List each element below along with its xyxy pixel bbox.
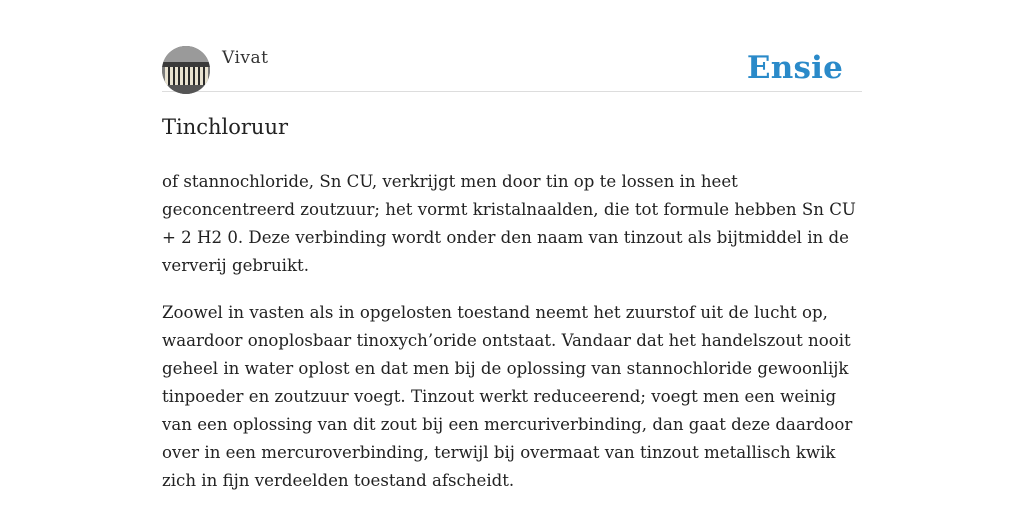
page-header — [162, 46, 862, 92]
article-body — [162, 168, 868, 512]
article-paragraph: of stannochloride, Sn CU, verkrijgt men door tin op te lossen in heet geconcentreerd zoutzuur; het vormt kristalnaalden, die tot formule hebben Sn CU + 2 H2 0. Deze verbinding wordt onder den naam van tinzout als bijtmiddel in de ververij gebruikt. — [162, 172, 856, 275]
author-avatar[interactable] — [162, 46, 210, 94]
article-title: Tinchloruur — [162, 115, 289, 139]
author-name[interactable]: Vivat — [222, 48, 269, 68]
brand-logo[interactable]: Ensie — [746, 50, 843, 86]
article-paragraph: Zoowel in vasten als in opgelosten toestand neemt het zuurstof uit de lucht op, waardoor onoplosbaar tinoxych’oride ontstaat. Vandaar dat het handelszout nooit geheel in water oplost en dat men bij de oplossing van stannochloride gewoonlijk tinpoeder en zoutzuur voegt. Tinzout werkt reduceerend; voegt men een weinig van een oplossing van dit zout bij een mercuriverbinding, dan gaat deze daardoor over in een mercuroverbinding, terwijl bij overmaat van tinzout metallisch kwik zich in fijn verdeelden toestand afscheidt. — [162, 303, 853, 490]
